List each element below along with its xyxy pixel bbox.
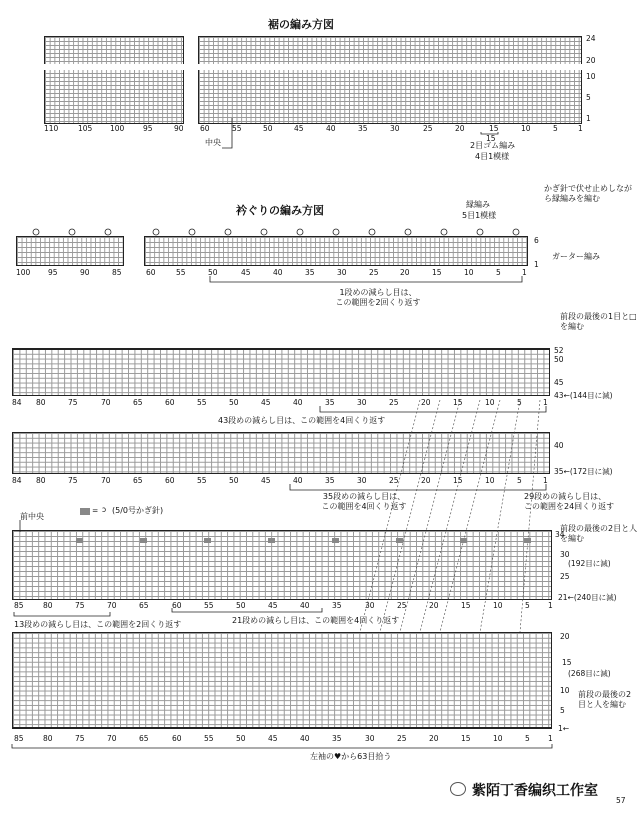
yoke4-bottom-note: 左袖の♥から63目拾う — [310, 752, 392, 761]
neck-edging-label: 縁編み — [466, 200, 490, 209]
hem-repeat-count: 15 — [486, 134, 496, 143]
hem-x-axis: 110 105 100 95 90 60 55 50 45 40 35 30 25 20 15 10 5 1 — [44, 124, 583, 133]
yoke4-prev-note: 前段の最後の2目と人を編む — [578, 690, 632, 709]
yoke3-x-axis: 85 80 75 70 65 60 55 50 45 40 35 30 25 20 15 10 5 1 — [14, 601, 553, 610]
neck-garter-label: ガーター編み — [552, 252, 600, 261]
watermark-text: 紫陌丁香编织工作室 — [472, 783, 598, 799]
yoke4-x-axis: 85 80 75 70 65 60 55 50 45 40 35 30 25 20 15 10 5 1 — [14, 734, 553, 743]
yoke1-prev-note: 前段の最後の1目と□を編む — [560, 312, 637, 331]
legend-equals: = — [92, 506, 99, 515]
yoke2-x-axis: 84 80 75 70 65 60 55 50 45 40 35 30 25 20 15 10 5 1 — [12, 476, 548, 485]
yoke1-dec-note: 43段めの減らし目は、この範囲を4回くり返す — [218, 416, 386, 425]
hem-pattern-repeat: 4目1模様 — [475, 152, 510, 161]
hem-center-label: 中央 — [205, 138, 221, 147]
page-number: 57 — [616, 796, 626, 805]
hem-title: 裾の編み方図 — [268, 18, 334, 31]
yoke3-prev-note: 前段の最後の2目と人を編む — [560, 524, 638, 543]
yoke4-dec-note-21: 21段めの減らし目は、この範囲を4回くり返す — [232, 616, 400, 625]
yoke2-dec-note: 35段めの減らし目は、 この範囲を4回くり返す — [321, 492, 407, 511]
neck-title: 衿ぐりの編み方図 — [236, 204, 324, 217]
neck-crochet-note: かぎ針で伏せ止めしながら縁編みを編む — [544, 184, 632, 203]
neck-x-axis: 100 95 90 85 60 55 50 45 40 35 30 25 20 15 10 5 1 — [16, 268, 527, 277]
legend-hook-size: (5/0号かぎ針) — [112, 506, 164, 515]
yoke4-dec-note-13: 13段めの減らし目は、この範囲を2回くり返す — [14, 620, 182, 629]
crochet-hook-icon: ↄ — [102, 505, 107, 514]
yoke3-dec-note-29: 29段めの減らし目は、 この範囲を24回くり返す — [524, 492, 615, 511]
center-front-label: 前中央 — [20, 512, 44, 521]
hem-pattern-label: 2目ゴム編み — [470, 141, 516, 150]
neck-edging-repeat: 5目1模様 — [462, 211, 497, 220]
neck-dec-note: 1段めの減らし目は、 この範囲を2回くり返す — [335, 288, 421, 307]
wechat-icon — [450, 782, 466, 796]
yoke1-x-axis: 84 80 75 70 65 60 55 50 45 40 35 30 25 20 15 10 5 1 — [12, 398, 548, 407]
